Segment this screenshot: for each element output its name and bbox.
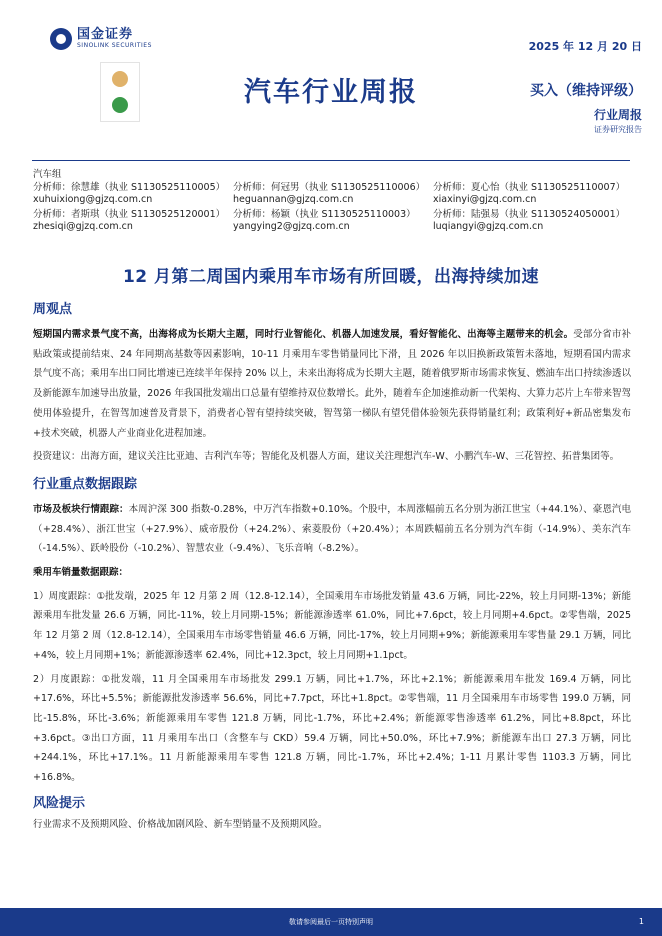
weekly-view-paragraph xyxy=(33,325,631,443)
market-tracking-body: 本周沪深 300 指数-0.28%，中万汽车指数+0.10%。个股中，本周涨幅前五名分别为浙江世宝（+44.1%）、豪恩汽电（+28.4%）、浙江世宝（+27.9%）、威帝股份（+24.2%）、索菱股份（+20.4%）；本周跌幅前五名分别为汽车街（-14.9%）、美东汽车（-14.5%）、跃岭股份（-10.2%）、智慧农业（-9.4%）、飞乐音响（-8.2%）。 xyxy=(33,503,631,555)
report-header xyxy=(0,0,662,152)
analyst-email[interactable]: zhesiqi@gjzq.com.cn xyxy=(33,221,133,232)
page-title: 汽车行业周报 xyxy=(244,77,418,108)
analyst-item xyxy=(433,209,633,233)
section-heading-risk: 风险提示 xyxy=(33,795,86,811)
market-tracking-lead: 市场及板块行情跟踪： xyxy=(33,503,129,515)
page-number: 1 xyxy=(638,917,644,926)
logo-mark-icon xyxy=(50,28,72,50)
weekly-view-lead: 短期国内需求景气度不高，出海将成为长期大主题，同时行业智能化、机器人加速发展，看好智能化、出海等主题带来的机会。 xyxy=(33,329,574,340)
report-type: 行业周报 xyxy=(593,108,642,122)
analyst-block xyxy=(33,166,633,233)
header-divider xyxy=(32,160,630,161)
analyst-email[interactable]: xuhuixiong@gjzq.com.cn xyxy=(33,194,153,205)
analyst-email[interactable]: luqiangyi@gjzq.com.cn xyxy=(433,221,544,232)
sales-tracking-subheading: 乘用车销量数据跟踪： xyxy=(33,567,129,579)
report-date: 2025 年 12 月 20 日 xyxy=(528,40,642,53)
page-footer xyxy=(0,908,662,936)
analyst-item xyxy=(33,182,233,206)
weekly-tracking-paragraph: 1）周度跟踪：①批发端，2025 年 12 月第 2 周（12.8-12.14），全国乘用车市场批发销量 43.6 万辆，同比-22%，较上月同期-13%；新能源乘用车批发量 26.6 万辆，同比-11%，较上月同期-15%；新能源渗透率 61.0%，同比+7.6pct，较上月同期+4.6pct。②零售端，2025 年 12 月第 2 周（12.8-12.14），全国乘用车市场零售销量 46.6 万辆，同比-17%，较上月同期+9%；新能源乘用车零售量 29.1 万辆，同比+4%，较上月同期+1%；新能源渗透率 62.4%，同比+12.3pct，较上月同期+1.1pct。 xyxy=(33,590,631,661)
analyst-name: 分析师：者斯琪（执业 S1130525120001） xyxy=(33,209,226,220)
analyst-item xyxy=(233,182,433,206)
report-body xyxy=(33,298,631,838)
investment-advice: 投资建议：出海方面，建议关注比亚迪、吉利汽车等；智能化及机器人方面，建议关注理想汽车-W、小鹏汽车-W、三花智控、拓普集团等。 xyxy=(33,451,620,463)
analyst-email[interactable]: xiaxinyi@gjzq.com.cn xyxy=(433,194,537,205)
analyst-name: 分析师：陆强易（执业 S1130524050001） xyxy=(433,209,626,220)
analyst-name: 分析师：夏心怡（执业 S1130525110007） xyxy=(433,182,626,193)
logo-en: SINOLINK SECURITIES xyxy=(77,42,152,49)
report-subtype: 证券研究报告 xyxy=(594,125,642,134)
analyst-item xyxy=(433,182,633,206)
section-heading-weekly-view: 周观点 xyxy=(33,302,73,317)
risk-paragraph: 行业需求不及预期风险、价格战加剧风险、新车型销量不及预期风险。 xyxy=(33,818,328,830)
analyst-email[interactable]: yangying2@gjzq.com.cn xyxy=(233,221,350,232)
rating: 买入（维持评级） xyxy=(530,83,642,99)
footer-disclaimer: 敬请参阅最后一页特别声明 xyxy=(289,918,373,926)
market-tracking-paragraph xyxy=(33,500,631,559)
monthly-tracking-paragraph: 2）月度跟踪：①批发端，11 月全国乘用车市场批发 299.1 万辆，同比+1.7%，环比+2.1%；新能源乘用车批发 169.4 万辆，同比+17.6%，环比+5.5%；新能源批发渗透率 56.6%，同比+7.7pct，环比+1.8pct。②零售端，11 月全国乘用车市场零售 199.0 万辆，同比-15.8%，环比-3.6%；新能源乘用车零售 121.8 万辆，同比-1.7%，环比+2.4%；新能源零售渗透率 61.2%，同比+8.8pct，环比+3.6pct。③出口方面，11 月乘用车出口（含整车与 CKD）59.4 万辆，同比+50.0%，环比+7.9%；新能源车出口 27.3 万辆，同比+244.1%，环比+17.1%。11 月新能源乘用车零售 121.8 万辆，同比-1.7%，环比+2.4%；1-11 月累计零售 1103.3 万辆，同比+16.8%。 xyxy=(33,673,631,784)
analyst-name: 分析师：徐慧雄（执业 S1130525110005） xyxy=(33,182,226,193)
section-heading-data-tracking: 行业重点数据跟踪 xyxy=(33,476,138,492)
analyst-name: 分析师：何冠男（执业 S1130525110006） xyxy=(233,182,426,193)
analyst-email[interactable]: heguannan@gjzq.com.cn xyxy=(233,194,354,205)
analyst-group: 汽车组 xyxy=(33,169,62,180)
analyst-name: 分析师：杨颖（执业 S1130525110003） xyxy=(233,209,416,220)
company-logo xyxy=(50,28,152,50)
analyst-item xyxy=(33,209,233,233)
weekly-view-body: 受部分省市补贴政策或提前结束、24 年同期高基数等因素影响，10-11 月乘用车零售销量同比下滑，且 2026 年以旧换新政策暂未落地，短期看国内需求景气度不高；乘用车出口同比增速已连续半年保持 20% 以上，未来出海将成为长期大主题，随着俄罗斯市场需求恢复、燃油车出口持续渗透以及新能源车加速导出放量，2026 年我国批发端出口总量有望维持双位数增长。此外，随着车企加速推动新一代架构、大算力芯片上车带来智驾使用体验提升，在智驾加速普及背景下，消费者心智有望持续突破，智驾第一梯队有望凭借体验领先获得销量红利；政策利好+新品密集发布+技术突破，机器人产业商业化进程加速。 xyxy=(33,329,631,439)
analyst-item xyxy=(233,209,433,233)
logo-cn: 国金证券 xyxy=(77,27,134,42)
report-title: 12 月第二周国内乘用车市场有所回暖，出海持续加速 xyxy=(122,267,540,287)
